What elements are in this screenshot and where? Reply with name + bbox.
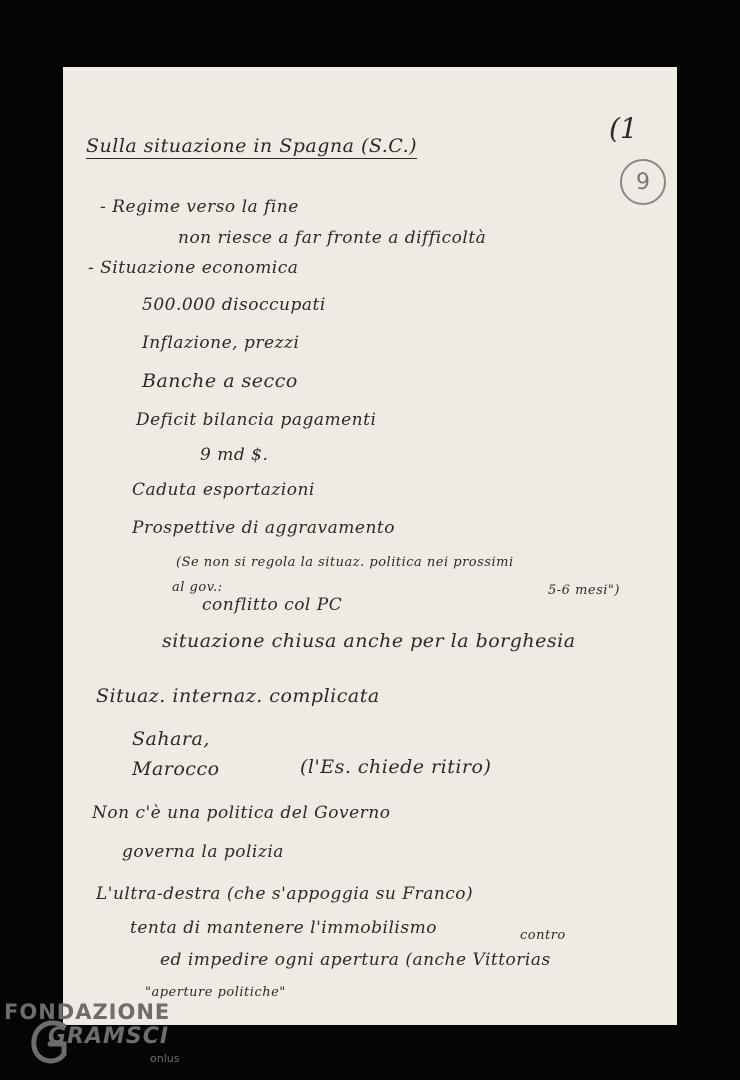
note-line: - Situazione economica <box>88 258 299 278</box>
note-line: contro <box>520 928 566 943</box>
note-line: "aperture politiche" <box>145 985 286 1000</box>
note-line: tenta di mantenere l'immobilismo <box>130 918 437 938</box>
note-line: Marocco <box>132 758 220 780</box>
note-line: ed impedire ogni apertura (anche Vittorias <box>160 950 551 970</box>
note-line: non riesce a far fronte a difficoltà <box>178 228 487 248</box>
note-line: Inflazione, prezzi <box>142 333 300 353</box>
page-title: Sulla situazione in Spagna (S.C.) <box>86 135 418 157</box>
note-line: Caduta esportazioni <box>132 480 315 500</box>
note-line: situazione chiusa anche per la borghesia <box>162 630 576 652</box>
note-line: (Se non si regola la situaz. politica nei prossimi <box>176 555 514 570</box>
note-line: 500.000 disoccupati <box>142 295 326 315</box>
note-line: Non c'è una politica del Governo <box>92 803 391 823</box>
logo-line3: onlus <box>150 1052 180 1065</box>
note-line: Situaz. internaz. complicata <box>96 685 380 707</box>
fondazione-gramsci-logo <box>4 996 194 1076</box>
note-line: Deficit bilancia pagamenti <box>136 410 377 430</box>
note-line: Sahara, <box>132 728 210 750</box>
note-line: 5-6 mesi") <box>548 583 620 598</box>
note-line: (l'Es. chiede ritiro) <box>300 756 492 778</box>
archive-stamp <box>620 159 666 205</box>
stamp-number: 9 <box>636 169 650 195</box>
note-line: governa la polizia <box>122 842 284 862</box>
folio-number: (1 <box>609 112 638 145</box>
note-line: L'ultra-destra (che s'appoggia su Franco) <box>96 884 474 904</box>
note-line: Banche a secco <box>142 370 298 392</box>
note-line: Prospettive di aggravamento <box>132 518 395 538</box>
note-line: conflitto col PC <box>202 595 343 615</box>
note-line: - Regime verso la fine <box>100 197 299 217</box>
note-line: al gov.: <box>172 580 223 595</box>
logo-line2: GRAMSCI <box>48 1024 170 1049</box>
logo-line1: FONDAZIONE <box>4 1000 171 1024</box>
note-line: 9 md $. <box>200 445 269 465</box>
